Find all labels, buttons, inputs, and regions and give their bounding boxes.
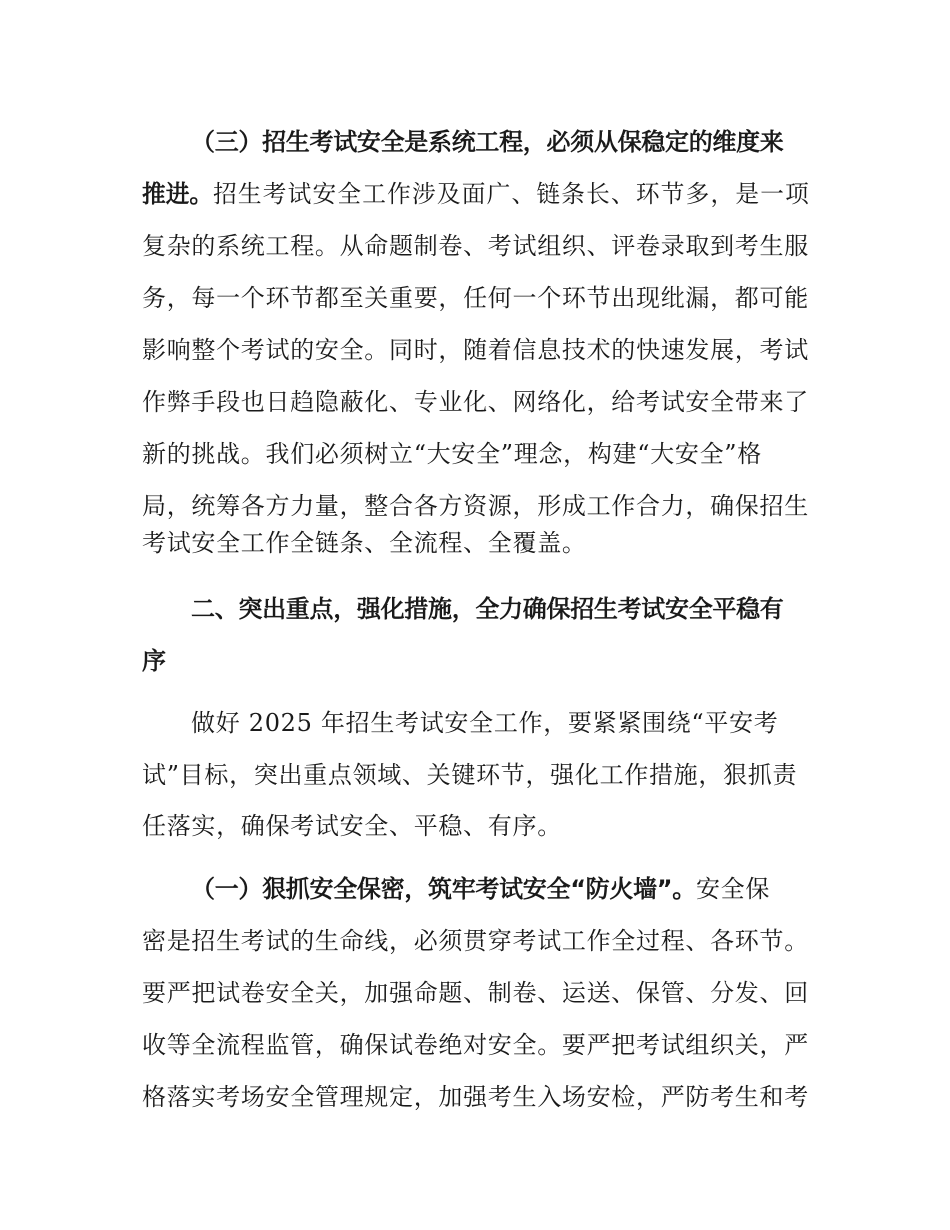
paragraph-text: 考试安全工作全链条、全流程、全覆盖。: [142, 529, 587, 557]
section-three-heading-end: 推进。: [142, 180, 214, 208]
section-three-heading: [191, 126, 808, 158]
intro-line: [191, 707, 779, 739]
section-three-heading-text: （三）招生考试安全是系统工程，必须从保稳定的维度来: [191, 128, 784, 156]
part-two-heading-continued: [142, 645, 166, 677]
section-one-heading: （一）狠抓安全保密，筑牢考试安全“防火墙”。: [191, 875, 696, 903]
paragraph-text: 务，每一个环节都至关重要，任何一个环节出现纰漏，都可能: [142, 284, 809, 312]
section-one-first-line: [191, 873, 770, 905]
paragraph-line: [142, 527, 587, 559]
paragraph-text: 作弊手段也日趋隐蔽化、专业化、网络化，给考试安全带来了: [142, 388, 809, 416]
paragraph-text: 做好 2025 年招生考试安全工作，要紧紧围绕“平安考: [191, 709, 779, 737]
paragraph-text: 招生考试安全工作涉及面广、链条长、环节多，是一项: [213, 180, 811, 208]
paragraph-text: 复杂的系统工程。从命题制卷、考试组织、评卷录取到考生服: [142, 232, 809, 260]
paragraph-text: 安全保: [695, 875, 771, 903]
part-two-heading-text: 序: [142, 647, 166, 675]
paragraph-text: 格落实考场安全管理规定，加强考生入场安检，严防考生和考: [142, 1083, 809, 1111]
paragraph-line: [142, 1081, 809, 1113]
paragraph-line: [142, 977, 809, 1009]
paragraph-line: [142, 334, 809, 366]
part-two-heading: [191, 593, 784, 625]
paragraph-text: 要严把试卷安全关，加强命题、制卷、运送、保管、分发、回: [142, 979, 809, 1007]
paragraph-text: 新的挑战。我们必须树立“大安全”理念，构建“大安全”格: [142, 440, 762, 468]
paragraph-line: [142, 230, 809, 262]
paragraph-text: 密是招生考试的生命线，必须贯穿考试工作全过程、各环节。: [142, 927, 809, 955]
paragraph-line: [142, 282, 809, 314]
paragraph-text: 试”目标，突出重点领域、关键环节，强化工作措施，狠抓责: [142, 761, 798, 789]
paragraph-text: 局，统筹各方力量，整合各方资源，形成工作合力，确保招生: [142, 492, 809, 520]
paragraph-line: [142, 1029, 809, 1061]
intro-line: [142, 810, 562, 842]
paragraph-text: 收等全流程监管，确保试卷绝对安全。要严把考试组织关，严: [142, 1031, 809, 1059]
paragraph-line: [142, 925, 809, 957]
paragraph-line: [142, 490, 809, 522]
paragraph-line: [142, 438, 762, 470]
paragraph-line: [142, 178, 810, 210]
paragraph-text: 影响整个考试的安全。同时，随着信息技术的快速发展，考试: [142, 336, 809, 364]
intro-line: [142, 759, 797, 791]
paragraph-text: 任落实，确保考试安全、平稳、有序。: [142, 812, 562, 840]
paragraph-line: [142, 386, 809, 418]
part-two-heading-text: 二、突出重点，强化措施，全力确保招生考试安全平稳有: [191, 595, 784, 623]
